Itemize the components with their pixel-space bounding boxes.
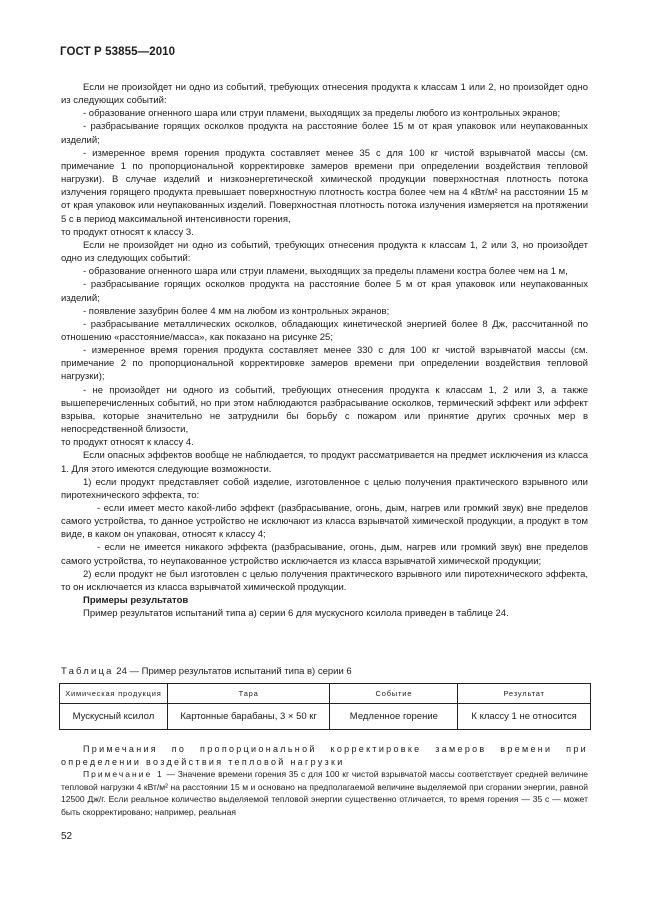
- paragraph: Пример результатов испытаний типа а) серии 6 для мускусного ксилола приведен в таблице 24.: [83, 608, 509, 620]
- list-item: - образование огненного шара или струи пламени, выходящих за пределы пламени костра более чем на 1 м,: [83, 266, 568, 278]
- list-item: - если имеет место какой-либо эффект (разбрасывание, огонь, дым, нагрев или громкий звук) вне пределов самого устройства, то данное устройство не исключают из класса взрывчатой химической продукции, а продукт в том виде, в каком он упакован, относят к классу 4;: [61, 503, 588, 541]
- paragraph: то продукт относят к классу 3.: [61, 226, 194, 238]
- list-item: - разбрасывание горящих осколков продукта на расстояние более 15 м от края упаковок или неупакованных изделий;: [61, 121, 588, 146]
- document-header: ГОСТ Р 53855—2010: [60, 46, 176, 58]
- column-header: Химическая продукция: [60, 684, 168, 704]
- note-1-text: — Значение времени горения 35 с для 100 кг чистой взрывчатой массы соответствует средней величине тепловой нагрузки 4 кВт/м² на расстоянии 15 м и основано на предполагаемой величине выделяемой при сгорании энергии, равной 12500 Дж/г. Если реальное количество выделяемой тепловой энергии существенно отличается, то время горения — 35 с — может быть скорректировано; например, реальная: [61, 769, 588, 817]
- column-header: Событие: [330, 684, 458, 704]
- paragraph: Если не произойдет ни одно из событий, требующих отнесения продукта к классам 1, 2 или 3, но произойдет одно из следующих событий:: [61, 239, 588, 265]
- paragraph: то продукт относят к классу 4.: [61, 437, 194, 449]
- list-item: - не произойдет ни одного из событий, требующих отнесения продукта к классам 1, 2 или 3, а также вышеперечисленных событий, но при этом наблюдаются разбрасывание осколков, термический эффект или эффект взрыва, которые значительно не затруднили бы борьбу с пожаром или принятие других срочных мер в непосредственной близости,: [61, 384, 588, 436]
- results-table: [59, 683, 591, 730]
- column-header: Тара: [167, 684, 330, 704]
- table-caption-label: Таблица: [61, 666, 114, 677]
- list-item: - разбрасывание металлических осколков, обладающих кинетической энергией более 8 Дж, рассчитанной по отношению «расстояние/масса», как показано на рисунке 25;: [61, 318, 588, 343]
- table-cell: Картонные барабаны, 3 × 50 кг: [167, 704, 330, 730]
- table-row: [60, 704, 591, 730]
- body-text: [61, 81, 588, 620]
- table-cell: К классу 1 не относится: [458, 704, 591, 730]
- note-1-label: Примечание 1: [83, 769, 164, 780]
- paragraph: Если опасных эффектов вообще не наблюдается, то продукт рассматривается на предмет исключения из класса 1. Для этого имеются следующие возможности.: [61, 450, 588, 475]
- list-item: 2) если продукт не был изготовлен с целью получения практического взрывного или пиротехнического эффекта, то он исключается из класса взрывчатой химической продукции.: [61, 568, 588, 593]
- notes-section: [61, 743, 588, 819]
- paragraph: Если не произойдет ни одно из событий, требующих отнесения продукта к классам 1 или 2, но произойдет одно из следующих событий:: [61, 82, 588, 107]
- list-item: - измеренное время горения продукта составляет менее 35 с для 100 кг чистой взрывчатой массы (см. примечание 1 по пропорциональной корректировке замеров времени при определении воздействия тепловой нагрузки). В случае изделий и низкоэнергетической химической продукции поверхностная плотность потока излучения горящего продукта превышает поверхностную плотность костра более чем на 4 кВт/м² на расстоянии 15 м от края упаковок или неупакованных изделий. Поверхностная плотность потока излучения измеряется на протяжении 5 с в период максимальной интенсивности горения,: [61, 147, 588, 225]
- section-heading: Примеры результатов: [83, 595, 189, 607]
- column-header: Результат: [458, 684, 591, 704]
- table-header-row: [60, 684, 591, 704]
- list-item: 1) если продукт представляет собой изделие, изготовленное с целью получения практического взрывного или пиротехнического эффекта, то:: [61, 476, 588, 501]
- page-number: 52: [61, 831, 73, 842]
- list-item: - образование огненного шара или струи пламени, выходящих за пределы любого из контрольных экранов;: [83, 108, 561, 120]
- notes-heading: Примечания по пропорциональной корректировке замеров времени при определении воздействия тепловой нагрузки: [61, 744, 588, 767]
- list-item: - если не имеется никакого эффекта (разбрасывание, огонь, дым, нагрев или громкий звук) вне пределов самого устройства, то неупакованное устройство исключается из класса взрывчатой химической продукции;: [61, 542, 588, 567]
- table-caption: [61, 666, 352, 677]
- table-cell: Мускусный ксилол: [60, 704, 168, 730]
- note-1: [61, 768, 588, 818]
- list-item: - появление зазубрин более 4 мм на любом из контрольных экранов;: [83, 305, 390, 317]
- list-item: - разбрасывание горящих осколков продукта на расстояние более 5 м от края упаковок или неупакованных изделий;: [61, 279, 588, 304]
- table-cell: Медленное горение: [330, 704, 458, 730]
- list-item: - измеренное время горения продукта составляет менее 330 с для 100 кг чистой взрывчатой массы (см. примечание 2 по пропорциональной корректировке замеров времени при определении воздействия тепловой нагрузки);: [61, 345, 588, 383]
- table-caption-text: 24 — Пример результатов испытаний типа в) серии 6: [116, 666, 352, 677]
